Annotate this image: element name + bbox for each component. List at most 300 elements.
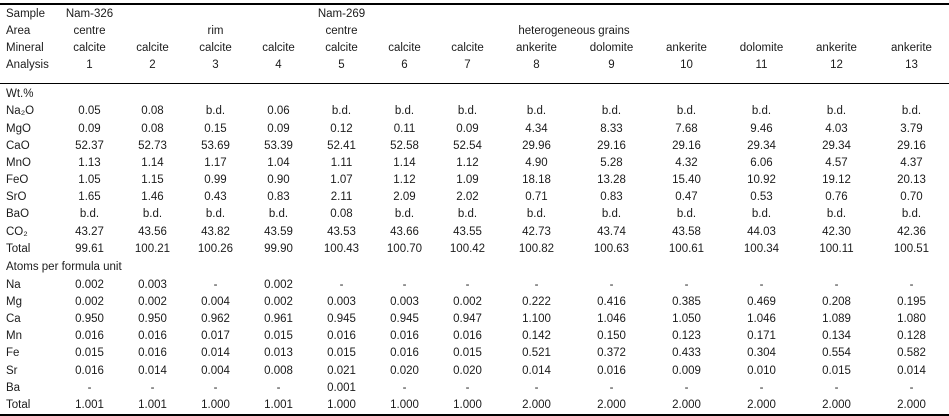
component-label: SrO <box>6 191 27 204</box>
value-cell: 0.195 <box>897 295 926 308</box>
value-cell: 1.12 <box>393 174 416 187</box>
value-cell: 0.950 <box>138 313 167 325</box>
value-cell: 0.05 <box>78 105 101 118</box>
header-row-label: Analysis <box>0 57 58 84</box>
value-cell: 1.000 <box>390 398 419 411</box>
value-cell: - <box>909 278 914 291</box>
analysis-number: 6 <box>373 57 436 84</box>
value-cell: 100.26 <box>197 242 234 255</box>
area-name: centre <box>325 24 358 37</box>
component-label: Mn <box>6 330 22 343</box>
value-cell: 0.950 <box>75 313 104 325</box>
value-cell: b.d. <box>526 105 547 118</box>
header-row <box>0 57 949 84</box>
value-cell: 1.000 <box>327 398 356 411</box>
value-cell: 1.17 <box>204 156 227 169</box>
value-cell: 2.000 <box>672 398 701 411</box>
header-row-label: Area <box>6 24 31 37</box>
empty-cell <box>121 22 184 39</box>
value-cell: b.d. <box>526 208 547 221</box>
value-cell: 1.001 <box>264 398 293 411</box>
value-cell: 1.001 <box>75 398 104 411</box>
value-cell: 0.416 <box>597 295 626 308</box>
value-cell: - <box>276 381 281 394</box>
value-cell: 0.83 <box>600 191 623 204</box>
value-cell: 0.003 <box>390 295 419 308</box>
value-cell: 0.015 <box>264 330 293 343</box>
value-cell: 43.59 <box>264 225 293 238</box>
value-cell: 1.14 <box>141 156 164 169</box>
value-cell: 0.128 <box>897 330 926 343</box>
table-row <box>0 396 949 414</box>
value-cell: 18.18 <box>522 174 551 187</box>
value-cell: - <box>402 381 407 394</box>
section-title: Atoms per formula unit <box>6 261 122 274</box>
value-cell: b.d. <box>676 105 697 118</box>
analysis-number: 9 <box>574 57 649 84</box>
value-cell: 0.004 <box>201 364 230 377</box>
table-row <box>0 172 949 189</box>
mineral-composition-table <box>0 3 949 416</box>
analysis-number: 3 <box>184 57 247 84</box>
value-cell: 1.080 <box>897 313 926 325</box>
value-cell: 1.089 <box>822 313 851 325</box>
empty-cell <box>799 22 874 39</box>
value-cell: 52.58 <box>390 139 419 152</box>
header-row <box>0 4 949 22</box>
mineral-name: calcite <box>199 41 232 54</box>
value-cell: 0.150 <box>597 330 626 343</box>
value-cell: 10.92 <box>747 174 776 187</box>
value-cell: 100.21 <box>134 242 171 255</box>
value-cell: 29.96 <box>522 139 551 152</box>
value-cell: 0.013 <box>264 347 293 360</box>
component-label: FeO <box>6 174 29 187</box>
value-cell: 4.90 <box>525 156 548 169</box>
value-cell: 7.68 <box>675 122 698 135</box>
mineral-name: calcite <box>73 41 106 54</box>
analysis-number: 1 <box>58 57 121 84</box>
component-label: Na <box>6 278 21 291</box>
value-cell: - <box>534 381 539 394</box>
value-cell: b.d. <box>205 105 226 118</box>
value-cell: - <box>402 278 407 291</box>
value-cell: 0.016 <box>597 364 626 377</box>
table-row <box>0 362 949 379</box>
value-cell: 1.000 <box>453 398 482 411</box>
value-cell: 1.14 <box>393 156 416 169</box>
analysis-number: 10 <box>649 57 724 84</box>
value-cell: 1.07 <box>330 174 353 187</box>
value-cell: 8.33 <box>600 122 623 135</box>
value-cell: 0.469 <box>747 295 776 308</box>
value-cell: 0.222 <box>522 295 551 308</box>
value-cell: 0.008 <box>264 364 293 377</box>
component-label: Fe <box>6 347 20 360</box>
value-cell: b.d. <box>601 208 622 221</box>
value-cell: 0.015 <box>327 347 356 360</box>
value-cell: 100.34 <box>743 242 780 255</box>
value-cell: 52.73 <box>138 139 167 152</box>
empty-cell <box>649 22 724 39</box>
mineral-name: calcite <box>388 41 421 54</box>
value-cell: 0.08 <box>141 122 164 135</box>
value-cell: 0.020 <box>390 364 419 377</box>
value-cell: 0.208 <box>822 295 851 308</box>
value-cell: 0.83 <box>267 191 290 204</box>
value-cell: 4.57 <box>825 156 848 169</box>
table-row <box>0 206 949 223</box>
value-cell: 29.16 <box>672 139 701 152</box>
value-cell: 0.001 <box>327 381 356 394</box>
value-cell: 0.945 <box>390 313 419 325</box>
value-cell: b.d. <box>901 208 922 221</box>
value-cell: 0.76 <box>825 191 848 204</box>
table-row <box>0 103 949 120</box>
value-cell: 2.11 <box>330 191 353 204</box>
table-row <box>0 240 949 257</box>
mineral-name: calcite <box>325 41 358 54</box>
value-cell: 0.947 <box>453 313 482 325</box>
empty-cell <box>247 4 310 22</box>
value-cell: - <box>834 381 839 394</box>
value-cell: 4.32 <box>675 156 698 169</box>
value-cell: - <box>609 381 614 394</box>
table-header <box>0 4 949 84</box>
value-cell: 0.016 <box>75 364 104 377</box>
value-cell: 0.010 <box>747 364 776 377</box>
value-cell: - <box>213 278 218 291</box>
empty-cell <box>184 4 247 22</box>
value-cell: 0.002 <box>264 278 293 291</box>
empty-cell <box>436 4 499 22</box>
value-cell: 1.11 <box>330 156 353 169</box>
value-cell: 53.69 <box>201 139 230 152</box>
value-cell: 2.02 <box>456 191 479 204</box>
value-cell: 0.47 <box>675 191 698 204</box>
analysis-number: 2 <box>121 57 184 84</box>
value-cell: 15.40 <box>672 174 701 187</box>
value-cell: - <box>465 381 470 394</box>
value-cell: 100.43 <box>323 242 360 255</box>
value-cell: 0.021 <box>327 364 356 377</box>
value-cell: 0.009 <box>672 364 701 377</box>
value-cell: 1.15 <box>141 174 164 187</box>
empty-cell <box>649 4 724 22</box>
value-cell: 0.016 <box>453 330 482 343</box>
component-label: CaO <box>6 139 30 152</box>
analysis-number: 13 <box>874 57 949 84</box>
value-cell: 0.09 <box>78 122 101 135</box>
value-cell: 0.372 <box>597 347 626 360</box>
component-label: BaO <box>6 208 30 221</box>
value-cell: b.d. <box>394 208 415 221</box>
value-cell: 0.014 <box>897 364 926 377</box>
value-cell: 0.08 <box>141 105 164 118</box>
value-cell: b.d. <box>457 208 478 221</box>
value-cell: 3.79 <box>900 122 923 135</box>
value-cell: 0.582 <box>897 347 926 360</box>
value-cell: 42.30 <box>822 225 851 238</box>
table-row <box>0 276 949 293</box>
value-cell: - <box>759 278 764 291</box>
value-cell: 1.12 <box>456 156 479 169</box>
value-cell: 0.962 <box>201 313 230 325</box>
value-cell: 2.09 <box>393 191 416 204</box>
value-cell: 42.36 <box>897 225 926 238</box>
value-cell: 0.134 <box>822 330 851 343</box>
mineral-name: dolomite <box>589 41 634 54</box>
header-row-label: Sample <box>6 7 45 20</box>
value-cell: 1.000 <box>201 398 230 411</box>
value-cell: - <box>87 381 92 394</box>
value-cell: b.d. <box>901 105 922 118</box>
table-row <box>0 189 949 206</box>
value-cell: - <box>684 381 689 394</box>
empty-cell <box>373 4 436 22</box>
value-cell: 2.000 <box>897 398 926 411</box>
component-label: Sr <box>6 364 18 377</box>
value-cell: 29.34 <box>822 139 851 152</box>
value-cell: 0.002 <box>75 278 104 291</box>
table-row <box>0 154 949 171</box>
value-cell: 13.28 <box>597 174 626 187</box>
component-label: Ba <box>6 381 21 394</box>
value-cell: 29.34 <box>747 139 776 152</box>
area-name: heterogeneous grains <box>518 24 630 37</box>
value-cell: 0.304 <box>747 347 776 360</box>
value-cell: 0.06 <box>267 105 290 118</box>
value-cell: 6.06 <box>750 156 773 169</box>
value-cell: 0.014 <box>522 364 551 377</box>
value-cell: 100.51 <box>893 242 930 255</box>
value-cell: 100.61 <box>668 242 705 255</box>
value-cell: 100.63 <box>593 242 630 255</box>
value-cell: 0.015 <box>822 364 851 377</box>
value-cell: 19.12 <box>822 174 851 187</box>
table-body <box>0 84 949 415</box>
value-cell: 43.82 <box>201 225 230 238</box>
header-row <box>0 22 949 39</box>
value-cell: - <box>339 278 344 291</box>
value-cell: - <box>834 278 839 291</box>
value-cell: 1.050 <box>672 313 701 325</box>
value-cell: 0.123 <box>672 330 701 343</box>
value-cell: 1.046 <box>597 313 626 325</box>
value-cell: 99.61 <box>75 242 104 255</box>
table-row <box>0 328 949 345</box>
sample-name: Nam-269 <box>317 7 366 20</box>
value-cell: 9.46 <box>750 122 773 135</box>
value-cell: 99.90 <box>264 242 293 255</box>
table-row <box>0 120 949 137</box>
value-cell: 0.016 <box>138 347 167 360</box>
empty-cell <box>373 22 436 39</box>
table-row <box>0 345 949 362</box>
value-cell: 43.27 <box>75 225 104 238</box>
value-cell: 53.39 <box>264 139 293 152</box>
mineral-name: dolomite <box>739 41 784 54</box>
value-cell: 2.000 <box>822 398 851 411</box>
table-row <box>0 379 949 396</box>
value-cell: 1.04 <box>267 156 290 169</box>
value-cell: 2.000 <box>747 398 776 411</box>
value-cell: 0.016 <box>327 330 356 343</box>
component-label: Total <box>6 242 31 255</box>
value-cell: b.d. <box>751 105 772 118</box>
value-cell: 42.73 <box>522 225 551 238</box>
mineral-name: ankerite <box>816 41 857 54</box>
value-cell: - <box>465 278 470 291</box>
value-cell: 0.017 <box>201 330 230 343</box>
value-cell: 4.37 <box>900 156 923 169</box>
mineral-name: calcite <box>262 41 295 54</box>
value-cell: 0.09 <box>456 122 479 135</box>
analysis-number: 12 <box>799 57 874 84</box>
value-cell: - <box>759 381 764 394</box>
value-cell: 0.020 <box>453 364 482 377</box>
component-label: CO₂ <box>6 225 28 238</box>
value-cell: 0.90 <box>267 174 290 187</box>
table-row <box>0 310 949 327</box>
area-name: centre <box>73 24 106 37</box>
value-cell: 0.08 <box>330 208 353 221</box>
section-title: Wt.% <box>6 88 34 101</box>
value-cell: 43.66 <box>390 225 419 238</box>
value-cell: 0.53 <box>750 191 773 204</box>
value-cell: - <box>213 381 218 394</box>
value-cell: 0.003 <box>138 278 167 291</box>
value-cell: b.d. <box>751 208 772 221</box>
value-cell: - <box>684 278 689 291</box>
empty-cell <box>121 4 184 22</box>
value-cell: b.d. <box>331 105 352 118</box>
empty-cell <box>247 22 310 39</box>
value-cell: 0.014 <box>138 364 167 377</box>
mineral-name: ankerite <box>891 41 932 54</box>
component-label: Total <box>6 398 31 411</box>
value-cell: 0.002 <box>138 295 167 308</box>
value-cell: 43.74 <box>597 225 626 238</box>
mineral-name: ankerite <box>516 41 557 54</box>
component-label: Na₂O <box>6 105 35 118</box>
value-cell: 52.54 <box>453 139 482 152</box>
area-name: rim <box>207 24 224 37</box>
value-cell: 0.554 <box>822 347 851 360</box>
value-cell: 43.56 <box>138 225 167 238</box>
header-row <box>0 39 949 56</box>
value-cell: 0.016 <box>390 330 419 343</box>
component-label: MgO <box>6 122 31 135</box>
value-cell: 0.945 <box>327 313 356 325</box>
mineral-name: calcite <box>451 41 484 54</box>
empty-cell <box>724 4 799 22</box>
analysis-number: 8 <box>499 57 574 84</box>
value-cell: 1.046 <box>747 313 776 325</box>
analysis-number: 7 <box>436 57 499 84</box>
analysis-number: 11 <box>724 57 799 84</box>
empty-cell <box>499 4 574 22</box>
value-cell: 0.142 <box>522 330 551 343</box>
value-cell: - <box>909 381 914 394</box>
empty-cell <box>724 22 799 39</box>
value-cell: 0.014 <box>201 347 230 360</box>
value-cell: 0.71 <box>525 191 548 204</box>
value-cell: 1.001 <box>138 398 167 411</box>
value-cell: 0.43 <box>204 191 227 204</box>
value-cell: - <box>534 278 539 291</box>
value-cell: 0.09 <box>267 122 290 135</box>
section-title-row <box>0 84 949 103</box>
value-cell: 4.34 <box>525 122 548 135</box>
empty-cell <box>874 4 949 22</box>
value-cell: 100.11 <box>819 242 854 255</box>
component-label: Mg <box>6 295 22 308</box>
value-cell: 0.004 <box>201 295 230 308</box>
value-cell: b.d. <box>676 208 697 221</box>
value-cell: - <box>150 381 155 394</box>
component-label: MnO <box>6 156 31 169</box>
table-row <box>0 293 949 310</box>
value-cell: 0.002 <box>75 295 104 308</box>
value-cell: 1.09 <box>456 174 479 187</box>
header-row-label: Mineral <box>6 41 44 54</box>
value-cell: 1.100 <box>522 313 551 325</box>
analysis-number: 4 <box>247 57 310 84</box>
value-cell: 0.11 <box>393 122 416 135</box>
value-cell: 43.53 <box>327 225 356 238</box>
value-cell: 4.03 <box>825 122 848 135</box>
value-cell: 20.13 <box>897 174 926 187</box>
mineral-name: calcite <box>136 41 169 54</box>
value-cell: b.d. <box>457 105 478 118</box>
value-cell: 2.000 <box>522 398 551 411</box>
value-cell: 0.171 <box>747 330 776 343</box>
value-cell: b.d. <box>826 105 847 118</box>
value-cell: 0.521 <box>522 347 551 360</box>
value-cell: 0.15 <box>204 122 227 135</box>
value-cell: 0.015 <box>453 347 482 360</box>
value-cell: b.d. <box>601 105 622 118</box>
empty-cell <box>799 4 874 22</box>
value-cell: 100.82 <box>518 242 555 255</box>
analysis-number: 5 <box>310 57 373 84</box>
value-cell: 1.05 <box>78 174 101 187</box>
value-cell: 0.015 <box>75 347 104 360</box>
section-title-row <box>0 257 949 276</box>
value-cell: 1.46 <box>141 191 164 204</box>
value-cell: 0.002 <box>264 295 293 308</box>
value-cell: 44.03 <box>747 225 776 238</box>
value-cell: 0.003 <box>327 295 356 308</box>
sample-name: Nam-326 <box>65 7 114 20</box>
value-cell: 1.65 <box>78 191 101 204</box>
component-label: Ca <box>6 313 21 325</box>
value-cell: b.d. <box>205 208 226 221</box>
value-cell: 0.99 <box>204 174 227 187</box>
value-cell: 100.70 <box>386 242 423 255</box>
mineral-name: ankerite <box>666 41 707 54</box>
value-cell: b.d. <box>268 208 289 221</box>
table-row <box>0 223 949 240</box>
value-cell: 43.58 <box>672 225 701 238</box>
value-cell: 2.000 <box>597 398 626 411</box>
empty-cell <box>874 22 949 39</box>
value-cell: 52.37 <box>75 139 104 152</box>
value-cell: 29.16 <box>597 139 626 152</box>
value-cell: b.d. <box>826 208 847 221</box>
table-row <box>0 137 949 154</box>
